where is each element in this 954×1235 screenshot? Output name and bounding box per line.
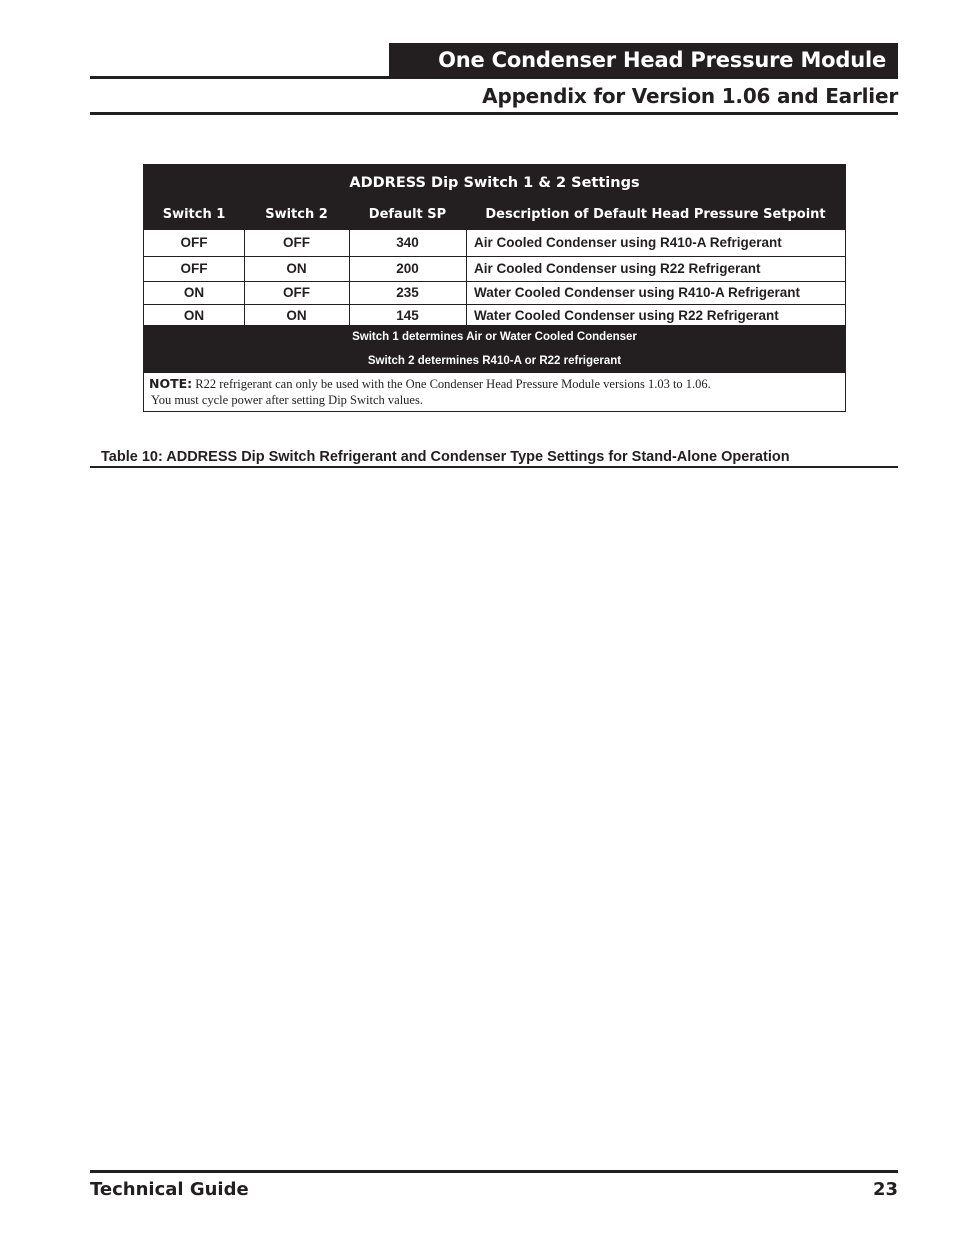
column-header: Description of Default Head Pressure Setpoint bbox=[485, 207, 826, 222]
page-number: 23 bbox=[872, 1179, 898, 1200]
description-cell: Air Cooled Condenser using R22 Refrigerant bbox=[474, 261, 761, 276]
dip-switch-table bbox=[143, 164, 846, 412]
footer-doc-title: Technical Guide bbox=[90, 1179, 249, 1200]
section-title: One Condenser Head Pressure Module bbox=[389, 43, 898, 78]
table-title: ADDRESS Dip Switch 1 & 2 Settings bbox=[144, 165, 845, 201]
description-cell: Water Cooled Condenser using R410-A Refrigerant bbox=[474, 285, 801, 300]
description-cell: Air Cooled Condenser using R410-A Refrigerant bbox=[474, 235, 782, 250]
footer-rule bbox=[90, 1170, 898, 1173]
column-header: Switch 2 bbox=[265, 207, 328, 222]
note-label: NOTE: bbox=[149, 376, 193, 391]
switch1-cell: OFF bbox=[180, 235, 208, 250]
switch2-cell: ON bbox=[286, 261, 307, 276]
caption-rule bbox=[90, 466, 898, 468]
note-box bbox=[144, 373, 845, 411]
column-divider bbox=[349, 229, 350, 325]
column-divider bbox=[244, 229, 245, 325]
column-header: Switch 1 bbox=[162, 207, 226, 222]
table-notes bbox=[144, 325, 845, 373]
column-header: Default SP bbox=[368, 207, 447, 222]
column-divider bbox=[466, 229, 467, 325]
note-text: R22 refrigerant can only be used with the One Condenser Head Pressure Module versions 1.03 to 1.06. bbox=[195, 377, 711, 391]
default-sp-cell: 200 bbox=[396, 261, 419, 276]
note-switch2: Switch 2 determines R410-A or R22 refrigerant bbox=[367, 355, 622, 367]
table-caption: Table 10: ADDRESS Dip Switch Refrigerant and Condenser Type Settings for Stand-Alone Operation bbox=[101, 449, 790, 465]
description-cell: Water Cooled Condenser using R22 Refrigerant bbox=[474, 308, 779, 323]
table-row bbox=[144, 281, 845, 304]
switch2-cell: OFF bbox=[283, 285, 310, 300]
note-text-line2: You must cycle power after setting Dip Switch values. bbox=[151, 393, 423, 407]
note-switch1: Switch 1 determines Air or Water Cooled Condenser bbox=[352, 331, 637, 343]
switch2-cell: ON bbox=[286, 308, 307, 323]
header-rule bbox=[90, 112, 898, 115]
default-sp-cell: 340 bbox=[396, 235, 419, 250]
table-header-row bbox=[144, 201, 845, 229]
table-row bbox=[144, 229, 845, 256]
switch1-cell: ON bbox=[183, 308, 205, 323]
switch1-cell: OFF bbox=[180, 261, 208, 276]
default-sp-cell: 235 bbox=[396, 285, 419, 300]
default-sp-cell: 145 bbox=[396, 308, 419, 323]
table-row bbox=[144, 304, 845, 325]
table-row bbox=[144, 256, 845, 281]
switch1-cell: ON bbox=[183, 285, 205, 300]
switch2-cell: OFF bbox=[283, 235, 310, 250]
section-subtitle: Appendix for Version 1.06 and Earlier bbox=[482, 84, 898, 108]
header-rule bbox=[90, 76, 898, 79]
